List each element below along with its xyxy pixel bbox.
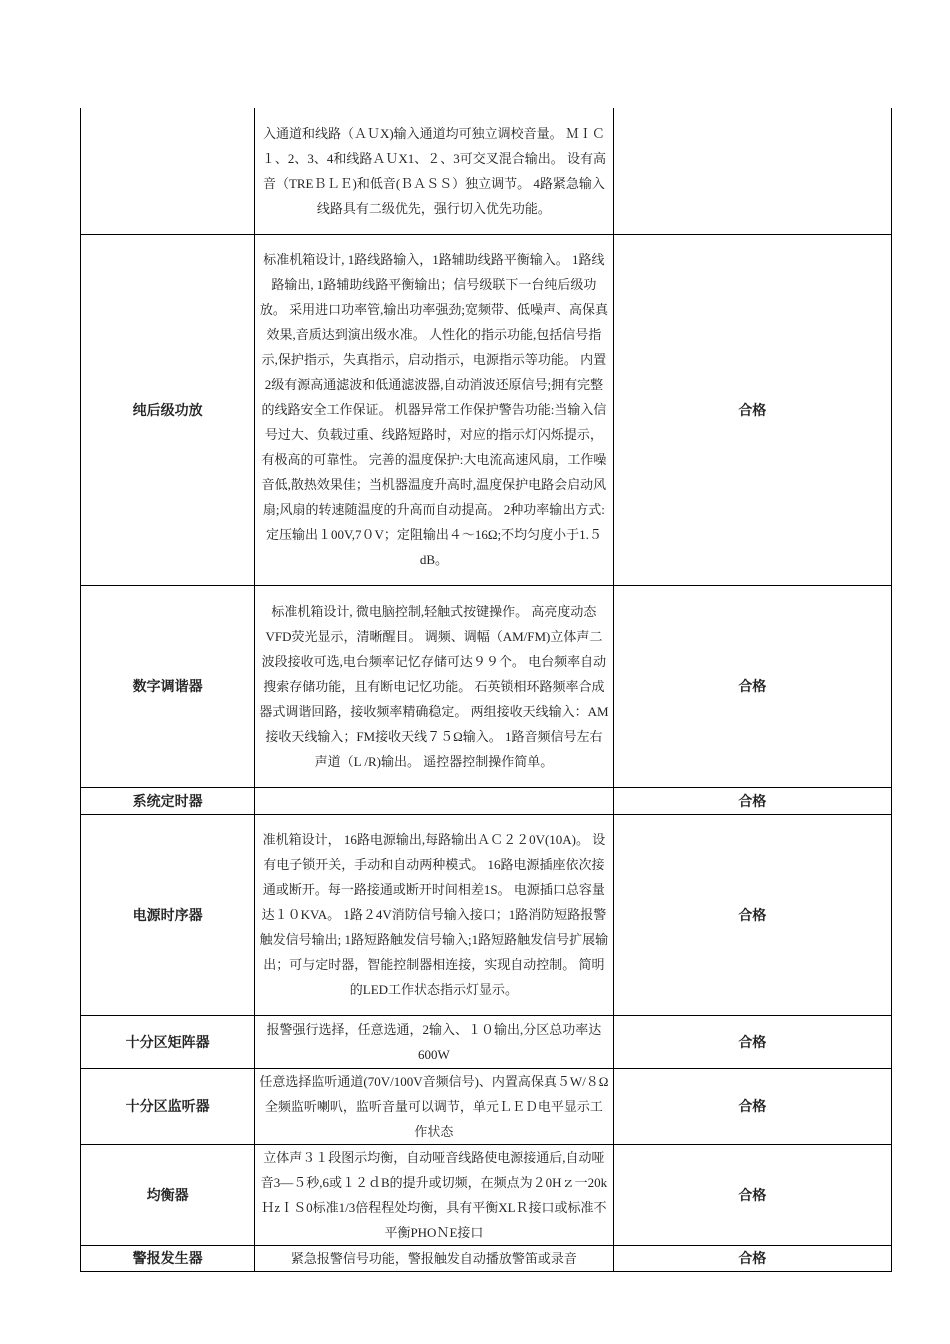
equipment-description: 准机箱设计， 16路电源输出,每路输出ＡＣ２２0V(10A)。 设有电子锁开关，手动和自动两种模式。 16路电源插座依次接通或断开。每一路接通或断开时间相差1S。 电源插口总容量达１０KVA。 1路２4V消防信号输入接口；1路消防短路报警触发信号输出; 1路短路触发信号输入;1路短路触发信号扩展输出；可与定时器，智能控制器相连接，实现自动控制。 简明的LED工作状态指示灯显示。 (255, 814, 613, 1015)
equipment-description: 紧急报警信号功能，警报触发自动播放警笛或录音 (255, 1245, 613, 1271)
table-row (81, 234, 892, 585)
table-row (81, 1245, 892, 1271)
table-row (81, 814, 892, 1015)
inspection-result: 合格 (613, 787, 891, 814)
table-row (81, 1144, 892, 1245)
inspection-result: 合格 (613, 1144, 891, 1245)
equipment-description: 标准机箱设计, 微电脑控制,轻触式按键操作。 高亮度动态VFD荧光显示，清晰醒目。 调频、调幅（AM/FM)立体声二波段接收可选,电台频率记忆存储可达９９个。 电台频率自动搜索存储功能，且有断电记忆功能。 石英锁相环路频率合成器式调谐回路，接收频率精确稳定。 两组接收天线输入：AM接收天线输入；FM接收天线７５Ω输入。 1路音频信号左右声道（L /R)输出。 遥控器控制操作简单。 (255, 585, 613, 787)
inspection-result: 合格 (613, 814, 891, 1015)
equipment-description: 报警强行选择，任意选通，2输入、１０输出,分区总功率达600W (255, 1015, 613, 1068)
equipment-name: 纯后级功放 (81, 234, 255, 585)
inspection-result: 合格 (613, 1015, 891, 1068)
equipment-name: 警报发生器 (81, 1245, 255, 1271)
table-row (81, 1068, 892, 1144)
equipment-name: 系统定时器 (81, 787, 255, 814)
equipment-description: 任意选择监听通道(70V/100V音频信号)、内置高保真５W/８Ω全频监听喇叭，监听音量可以调节，单元ＬＥＤ电平显示工作状态 (255, 1068, 613, 1144)
table-row (81, 585, 892, 787)
equipment-description: 入通道和线路（ＡＵX)输入通道均可独立调校音量。 ＭＩＣ１、2、3、4和线路ＡＵX1、２、3可交叉混合输出。 设有高音（TREＢＬＥ)和低音(ＢＡＳＳ）独立调节。 4路紧急输入线路具有二级优先，强行切入优先功能。 (255, 108, 613, 234)
equipment-name: 均衡器 (81, 1144, 255, 1245)
equipment-description: 标准机箱设计, 1路线路输入，1路辅助线路平衡输入。 1路线路输出, 1路辅助线路平衡输出；信号级联下一台纯后级功放。 采用进口功率管,输出功率强劲;宽频带、低噪声、高保真效果,音质达到演出级水准。 人性化的指示功能,包括信号指示,保护指示，失真指示，启动指示，电源指示等功能。 内置2级有源高通滤波和低通滤波器,自动消波还原信号;拥有完整的线路安全工作保证。 机器异常工作保护警告功能:当输入信号过大、负载过重、线路短路时，对应的指示灯闪烁提示，有极高的可靠性。 完善的温度保护:大电流高速风扇，工作噪音低,散热效果佳；当机器温度升高时,温度保护电路会启动风扇;风扇的转速随温度的升高而自动提高。 2种功率输出方式:定压输出１00V,7０V；定阻输出４～16Ω;不均匀度小于1.５dB。 (255, 234, 613, 585)
inspection-result (613, 108, 891, 234)
equipment-name (81, 108, 255, 234)
inspection-result: 合格 (613, 585, 891, 787)
equipment-name: 电源时序器 (81, 814, 255, 1015)
inspection-result: 合格 (613, 234, 891, 585)
equipment-name: 数字调谐器 (81, 585, 255, 787)
equipment-description: 立体声３１段图示均衡，自动哑音线路使电源接通后,自动哑音3—５秒,6或１２ｄB的提升或切频，在频点为２0Hｚ一20kＨzＩＳ0标准1/3倍程程处均衡，具有平衡XLＲ接口或标准不平衡PHOＮE接口 (255, 1144, 613, 1245)
table-row (81, 787, 892, 814)
equipment-name: 十分区矩阵器 (81, 1015, 255, 1068)
inspection-result: 合格 (613, 1245, 891, 1271)
table-row (81, 1015, 892, 1068)
equipment-description (255, 787, 613, 814)
inspection-result: 合格 (613, 1068, 891, 1144)
table-row (81, 108, 892, 234)
equipment-name: 十分区监听器 (81, 1068, 255, 1144)
equipment-spec-table (80, 108, 892, 1272)
